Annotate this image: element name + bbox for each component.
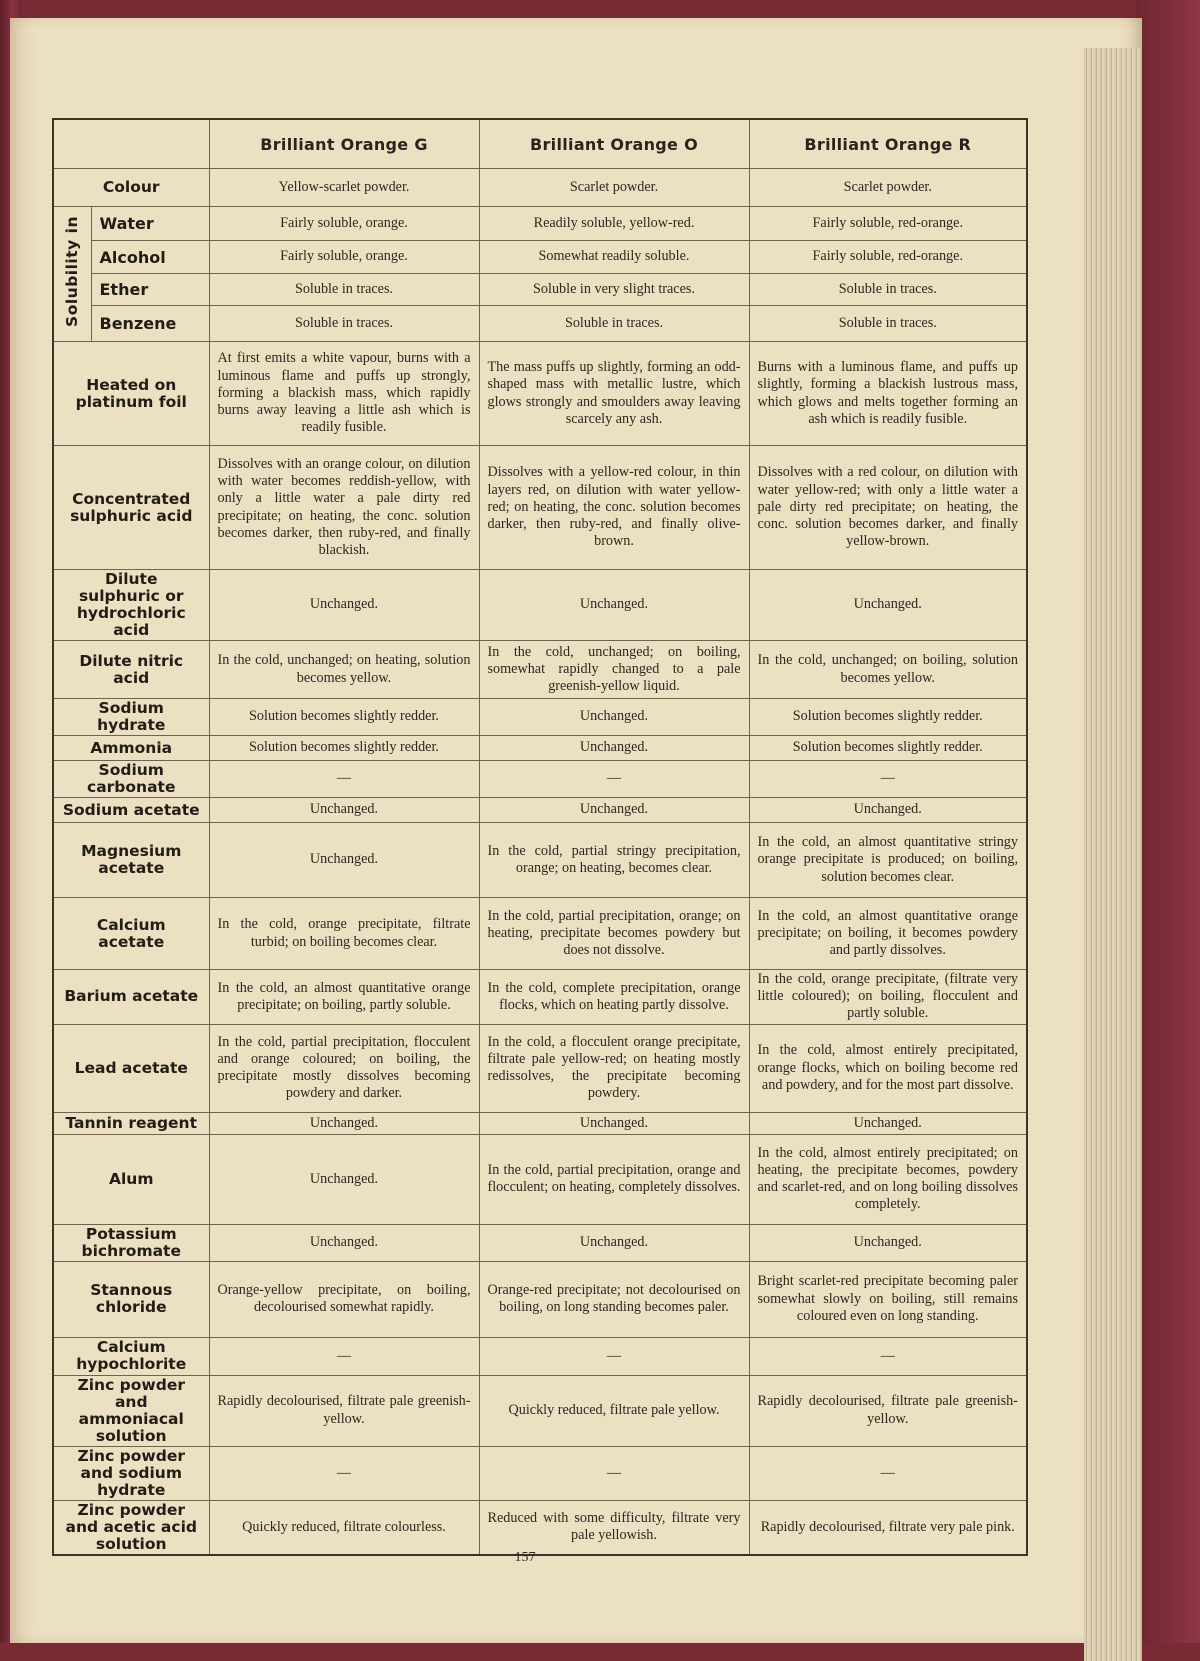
row-label: Barium acetate (53, 970, 209, 1025)
table-cell: Unchanged. (209, 570, 479, 641)
table-cell: Rapidly decolourised, filtrate pale greenish-yellow. (749, 1375, 1027, 1446)
table-cell: — (209, 761, 479, 798)
table-row (53, 241, 1027, 274)
table-row (53, 761, 1027, 798)
row-label: Ammonia (53, 736, 209, 761)
row-label: Sodium carbonate (53, 761, 209, 798)
header-row (53, 119, 1027, 169)
table-row (53, 1337, 1027, 1375)
table-cell: Unchanged. (479, 570, 749, 641)
table-cell: — (479, 1337, 749, 1375)
header-corner (53, 119, 209, 169)
row-label: Alcohol (91, 241, 209, 274)
table-cell: Unchanged. (749, 570, 1027, 641)
table-cell: Fairly soluble, red-orange. (749, 241, 1027, 274)
table-cell: Unchanged. (749, 798, 1027, 823)
table-cell: Scarlet powder. (479, 169, 749, 207)
table-cell: Soluble in traces. (209, 306, 479, 342)
table-row (53, 699, 1027, 736)
row-label: Zinc powder and ammoniacal solution (53, 1375, 209, 1446)
table-cell: Solution becomes slightly redder. (209, 736, 479, 761)
row-label: Dilute nitric acid (53, 641, 209, 699)
row-label: Potassium bichromate (53, 1224, 209, 1261)
table-cell: — (209, 1337, 479, 1375)
table-cell: In the cold, complete precipitation, orange flocks, which on heating partly dissolve. (479, 970, 749, 1025)
table-cell: Soluble in very slight traces. (479, 274, 749, 306)
table-cell: Unchanged. (209, 1224, 479, 1261)
table-row (53, 207, 1027, 241)
row-label: Alum (53, 1134, 209, 1224)
page-edges (1084, 48, 1142, 1661)
table-cell: Scarlet powder. (749, 169, 1027, 207)
row-label: Heated on platinum foil (53, 342, 209, 446)
table-row (53, 1500, 1027, 1555)
table-row (53, 306, 1027, 342)
table-cell: Dissolves with an orange colour, on dilution with water becomes reddish-yellow, with only a little water a pale dirty red precipitate; on heating, the conc. solution becomes darker, then ruby-red, and finally blackish. (209, 446, 479, 570)
table-cell: Burns with a luminous flame, and puffs up slightly, forming a blackish lustrous mass, which glows and melts together forming an ash which is readily fusible. (749, 342, 1027, 446)
table-cell: Unchanged. (749, 1112, 1027, 1134)
table-row (53, 1261, 1027, 1337)
table-row (53, 1024, 1027, 1112)
table-cell: — (749, 1337, 1027, 1375)
table-cell: Unchanged. (209, 1134, 479, 1224)
table-cell: Quickly reduced, filtrate pale yellow. (479, 1375, 749, 1446)
table-cell: — (479, 761, 749, 798)
table-row (53, 274, 1027, 306)
table-row (53, 570, 1027, 641)
table-row (53, 1375, 1027, 1446)
dye-reaction-table (52, 118, 1028, 1556)
table-cell: — (479, 1446, 749, 1500)
table-row (53, 1446, 1027, 1500)
table-row (53, 970, 1027, 1025)
book-cover-edge (1136, 0, 1200, 1643)
table-cell: In the cold, unchanged; on boiling, somewhat rapidly changed to a pale greenish-yellow liquid. (479, 641, 749, 699)
table-cell: In the cold, unchanged; on heating, solution becomes yellow. (209, 641, 479, 699)
table-row (53, 798, 1027, 823)
table-row (53, 342, 1027, 446)
table-row (53, 823, 1027, 898)
table-cell: In the cold, almost entirely precipitated, orange flocks, which on boiling become red and powdery, and for the most part dissolve. (749, 1024, 1027, 1112)
table-cell: In the cold, unchanged; on boiling, solution becomes yellow. (749, 641, 1027, 699)
table-cell: In the cold, an almost quantitative orange precipitate; on boiling, partly soluble. (209, 970, 479, 1025)
table-cell: Unchanged. (209, 1112, 479, 1134)
table-cell: Solution becomes slightly redder. (209, 699, 479, 736)
table-cell: In the cold, partial precipitation, orange; on heating, precipitate becomes powdery but does not dissolve. (479, 898, 749, 970)
table-cell: Orange-red precipitate; not decolourised on boiling, on long standing becomes paler. (479, 1261, 749, 1337)
table-cell: Soluble in traces. (749, 306, 1027, 342)
row-label: Zinc powder and acetic acid solution (53, 1500, 209, 1555)
table-cell: — (209, 1446, 479, 1500)
table-cell: Soluble in traces. (479, 306, 749, 342)
table-cell: Rapidly decolourised, filtrate very pale pink. (749, 1500, 1027, 1555)
solubility-group-label (53, 207, 91, 342)
table-cell: Fairly soluble, red-orange. (749, 207, 1027, 241)
table-row (53, 1112, 1027, 1134)
table-cell: Solution becomes slightly redder. (749, 736, 1027, 761)
table-cell: Orange-yellow precipitate, on boiling, decolourised somewhat rapidly. (209, 1261, 479, 1337)
table-row (53, 1134, 1027, 1224)
table-cell: Quickly reduced, filtrate colourless. (209, 1500, 479, 1555)
row-label: Colour (53, 169, 209, 207)
table-cell: In the cold, orange precipitate, filtrate turbid; on boiling becomes clear. (209, 898, 479, 970)
table-cell: In the cold, an almost quantitative orange precipitate; on boiling, it becomes powdery and partly dissolves. (749, 898, 1027, 970)
row-label: Zinc powder and sodium hydrate (53, 1446, 209, 1500)
table-cell: — (749, 1446, 1027, 1500)
row-label: Dilute sulphuric or hydrochloric acid (53, 570, 209, 641)
table-cell: Unchanged. (209, 798, 479, 823)
table-cell: In the cold, an almost quantitative stringy orange precipitate is produced; on boiling, solution becomes clear. (749, 823, 1027, 898)
row-label: Calcium hypochlorite (53, 1337, 209, 1375)
table-row (53, 641, 1027, 699)
solubility-label-text: Solubility in (63, 216, 82, 327)
row-label: Water (91, 207, 209, 241)
table-cell: At first emits a white vapour, burns with a luminous flame and puffs up strongly, forming a blackish mass, which rapidly burns away leaving a little ash which is readily fusible. (209, 342, 479, 446)
table-cell: Solution becomes slightly redder. (749, 699, 1027, 736)
table-cell: Unchanged. (749, 1224, 1027, 1261)
table-row (53, 736, 1027, 761)
table-cell: In the cold, a flocculent orange precipitate, filtrate pale yellow-red; on heating mostly redissolves, the precipitate becoming powdery. (479, 1024, 749, 1112)
table-cell: Somewhat readily soluble. (479, 241, 749, 274)
table-cell: Unchanged. (479, 736, 749, 761)
table-cell: Readily soluble, yellow-red. (479, 207, 749, 241)
table-cell: In the cold, partial precipitation, orange and flocculent; on heating, completely dissolves. (479, 1134, 749, 1224)
table-row (53, 898, 1027, 970)
table-cell: — (749, 761, 1027, 798)
table-cell: Bright scarlet-red precipitate becoming paler somewhat slowly on boiling, still remains coloured even on long standing. (749, 1261, 1027, 1337)
row-label: Benzene (91, 306, 209, 342)
row-label: Tannin reagent (53, 1112, 209, 1134)
row-label: Sodium hydrate (53, 699, 209, 736)
table-cell: Soluble in traces. (749, 274, 1027, 306)
row-label: Calcium acetate (53, 898, 209, 970)
table-cell: Unchanged. (479, 1112, 749, 1134)
column-header: Brilliant Orange O (479, 119, 749, 169)
page-number: 157 (514, 1550, 536, 1565)
table-cell: Fairly soluble, orange. (209, 241, 479, 274)
table-cell: The mass puffs up slightly, forming an odd-shaped mass with metallic lustre, which glows strongly and smoulders away leaving scarcely any ash. (479, 342, 749, 446)
table-cell: Dissolves with a red colour, on dilution with water yellow-red; with only a little water a pale dirty red precipitate; on heating, the conc. solution becomes darker, and finally yellow-brown. (749, 446, 1027, 570)
row-label: Magnesium acetate (53, 823, 209, 898)
table-row (53, 1224, 1027, 1261)
column-header: Brilliant Orange G (209, 119, 479, 169)
row-label: Stannous chloride (53, 1261, 209, 1337)
table-cell: Dissolves with a yellow-red colour, in thin layers red, on dilution with water yellow-red; on heating, the conc. solution becomes darker, then ruby-red, and finally olive-brown. (479, 446, 749, 570)
table-cell: Rapidly decolourised, filtrate pale greenish-yellow. (209, 1375, 479, 1446)
table-row (53, 446, 1027, 570)
table-cell: In the cold, almost entirely precipitated; on heating, the precipitate becomes, powdery and scarlet-red, and on long boiling dissolves completely. (749, 1134, 1027, 1224)
column-header: Brilliant Orange R (749, 119, 1027, 169)
row-label: Lead acetate (53, 1024, 209, 1112)
table-cell: Fairly soluble, orange. (209, 207, 479, 241)
table-cell: Unchanged. (479, 699, 749, 736)
table-cell: Soluble in traces. (209, 274, 479, 306)
table-cell: Unchanged. (479, 798, 749, 823)
table-row (53, 169, 1027, 207)
table-cell: In the cold, partial stringy precipitation, orange; on heating, becomes clear. (479, 823, 749, 898)
table-cell: In the cold, orange precipitate, (filtrate very little coloured); on boiling, flocculent and partly soluble. (749, 970, 1027, 1025)
table-cell: In the cold, partial precipitation, flocculent and orange coloured; on boiling, the precipitate mostly dissolves becoming powdery and darker. (209, 1024, 479, 1112)
table-cell: Reduced with some difficulty, filtrate very pale yellowish. (479, 1500, 749, 1555)
row-label: Sodium acetate (53, 798, 209, 823)
table-cell: Unchanged. (479, 1224, 749, 1261)
table-cell: Unchanged. (209, 823, 479, 898)
table-cell: Yellow-scarlet powder. (209, 169, 479, 207)
row-label: Concentrated sulphuric acid (53, 446, 209, 570)
row-label: Ether (91, 274, 209, 306)
